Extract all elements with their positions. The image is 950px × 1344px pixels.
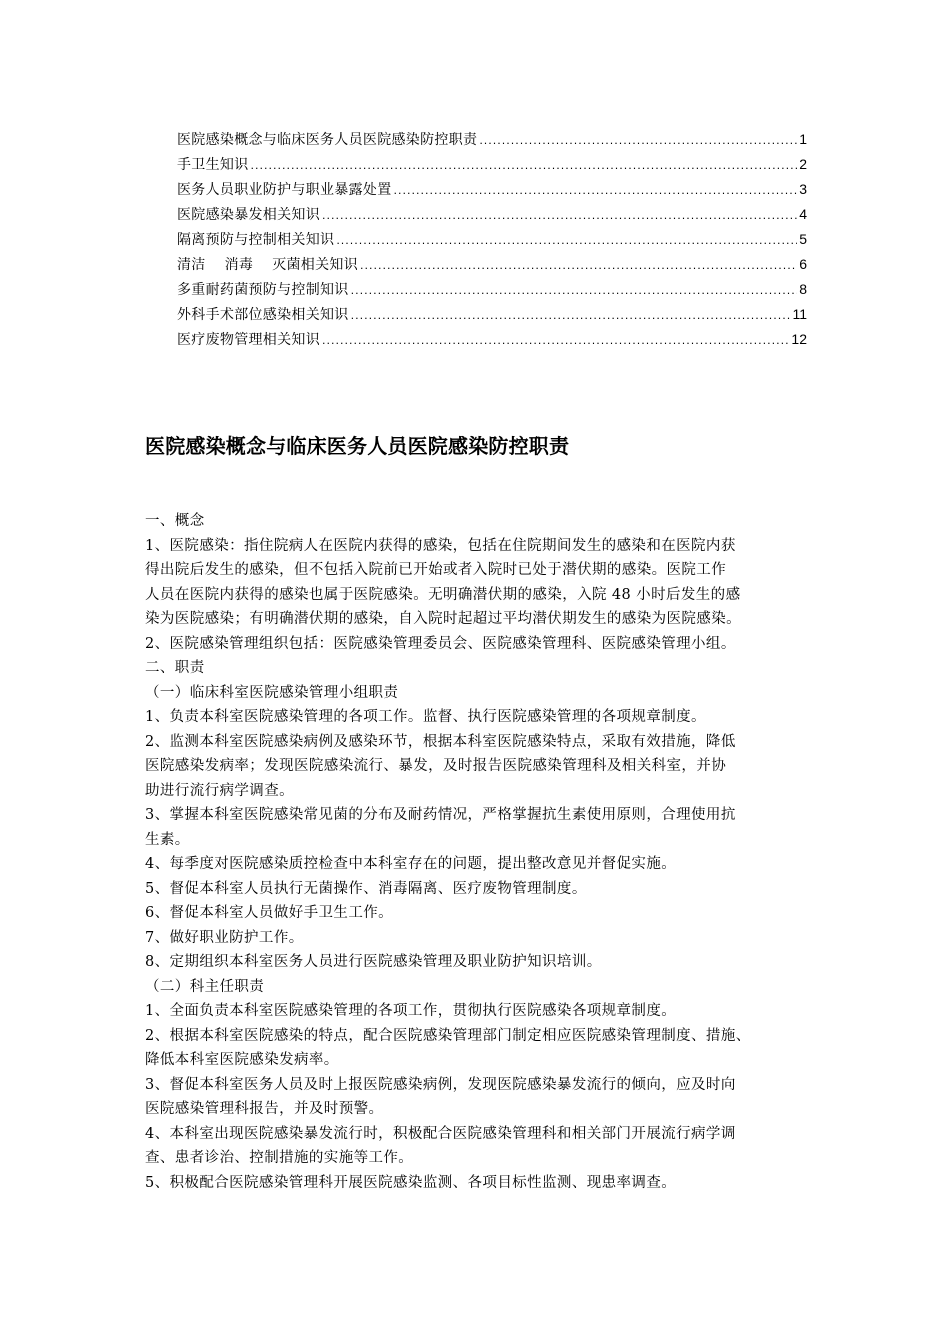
- text-line: 1、医院感染：指住院病人在医院内获得的感染，包括在住院期间发生的感染和在医院内获: [145, 537, 736, 554]
- toc-entry-title: 隔离预防与控制相关知识: [177, 232, 335, 248]
- toc-entry-page: 2: [799, 156, 807, 172]
- toc-entry-page: 4: [799, 206, 807, 222]
- toc-entry[interactable]: [177, 227, 807, 252]
- toc-entry[interactable]: [177, 252, 807, 277]
- text-line: 4、每季度对医院感染质控检查中本科室存在的问题，提出整改意见并督促实施。: [145, 856, 677, 872]
- toc-entry-page: 1: [799, 131, 807, 147]
- toc-entry[interactable]: [177, 127, 807, 152]
- text-line: 生素。: [145, 831, 190, 848]
- toc-entry[interactable]: [177, 277, 807, 302]
- text-line: 2、根据本科室医院感染的特点，配合医院感染管理部门制定相应医院感染管理制度、措施、: [145, 1027, 751, 1044]
- toc-entry-title: 外科手术部位感染相关知识: [177, 307, 349, 323]
- text-line: 一、概念: [145, 513, 205, 529]
- toc-entry[interactable]: [177, 202, 807, 227]
- toc-entry[interactable]: [177, 302, 807, 327]
- toc-entry-title: 多重耐药菌预防与控制知识: [177, 282, 349, 298]
- text-line: 二、职责: [145, 660, 205, 676]
- toc-leader-dots: [322, 328, 789, 353]
- text-line: 2、医院感染管理组织包括：医院感染管理委员会、医院感染管理科、医院感染管理小组。: [145, 635, 736, 652]
- toc-entry-title: 医院感染暴发相关知识: [177, 207, 320, 223]
- toc-entry-title: 医务人员职业防护与职业暴露处置: [177, 182, 392, 198]
- text-line: 得出院后发生的感染，但不包括入院前已开始或者入院时已处于潜伏期的感染。医院工作: [145, 562, 727, 578]
- toc-entry-title: 清洁 消毒 灭菌相关知识: [177, 257, 359, 273]
- text-line: 6、督促本科室人员做好手卫生工作。: [145, 905, 394, 921]
- text-line: 5、积极配合医院感染管理科开展医院感染监测、各项目标性监测、现患率调查。: [145, 1174, 677, 1191]
- toc-entry[interactable]: [177, 152, 807, 177]
- text-line: 3、督促本科室医务人员及时上报医院感染病例，发现医院感染暴发流行的倾向，应及时向: [145, 1076, 736, 1093]
- text-line: 降低本科室医院感染发病率。: [145, 1052, 339, 1068]
- text-line: 染为医院感染；有明确潜伏期的感染，自入院时起超过平均潜伏期发生的感染为医院感染。: [145, 611, 741, 627]
- toc-entry-title: 手卫生知识: [177, 157, 249, 173]
- toc-entry-page: 3: [799, 181, 807, 197]
- toc-entry-page: 5: [799, 231, 807, 247]
- text-line: 医院感染发病率；发现医院感染流行、暴发，及时报告医院感染管理科及相关科室，并协: [145, 758, 727, 774]
- text-line: 4、本科室出现医院感染暴发流行时，积极配合医院感染管理科和相关部门开展流行病学调: [145, 1125, 736, 1142]
- toc-leader-dots: [394, 178, 798, 203]
- toc-leader-dots: [360, 253, 797, 278]
- text-line: 2、监测本科室医院感染病例及感染环节，根据本科室医院感染特点，采取有效措施，降低: [145, 733, 736, 750]
- text-line: 医院感染管理科报告，并及时预警。: [145, 1101, 384, 1117]
- toc-leader-dots: [351, 278, 798, 303]
- toc-entry-page: 11: [792, 306, 807, 322]
- text-line: （一）临床科室医院感染管理小组职责: [145, 684, 399, 701]
- text-line: 5、督促本科室人员执行无菌操作、消毒隔离、医疗废物管理制度。: [145, 880, 587, 897]
- toc-entry[interactable]: [177, 177, 807, 202]
- toc-entry-title: 医院感染概念与临床医务人员医院感染防控职责: [177, 132, 478, 148]
- toc-entry-page: 8: [799, 281, 807, 297]
- text-line: 1、全面负责本科室医院感染管理的各项工作，贯彻执行医院感染各项规章制度。: [145, 1003, 677, 1019]
- text-line: （二）科主任职责: [145, 978, 265, 995]
- text-line: 8、定期组织本科室医务人员进行医院感染管理及职业防护知识培训。: [145, 954, 602, 970]
- toc-entry-page: 6: [799, 256, 807, 272]
- toc-leader-dots: [351, 303, 791, 328]
- text-line: 查、患者诊治、控制措施的实施等工作。: [145, 1150, 414, 1166]
- toc-entry-page: 12: [791, 331, 807, 347]
- body-text: [145, 509, 813, 1195]
- toc-leader-dots: [322, 203, 797, 228]
- section-heading: 医院感染概念与临床医务人员医院感染防控职责: [145, 434, 570, 458]
- toc-leader-dots: [251, 153, 798, 178]
- toc-entry-title: 医疗废物管理相关知识: [177, 332, 320, 348]
- table-of-contents: [177, 127, 807, 352]
- text-line: 3、掌握本科室医院感染常见菌的分布及耐药情况，严格掌握抗生素使用原则，合理使用抗: [145, 807, 736, 823]
- text-line: 人员在医院内获得的感染也属于医院感染。无明确潜伏期的感染，入院 48 小时后发生的感: [145, 586, 741, 603]
- toc-leader-dots: [479, 128, 797, 153]
- toc-leader-dots: [336, 228, 797, 253]
- text-line: 1、负责本科室医院感染管理的各项工作。监督、执行医院感染管理的各项规章制度。: [145, 709, 706, 725]
- toc-entry[interactable]: [177, 327, 807, 352]
- text-line: 助进行流行病学调查。: [145, 782, 294, 799]
- text-line: 7、做好职业防护工作。: [145, 929, 304, 946]
